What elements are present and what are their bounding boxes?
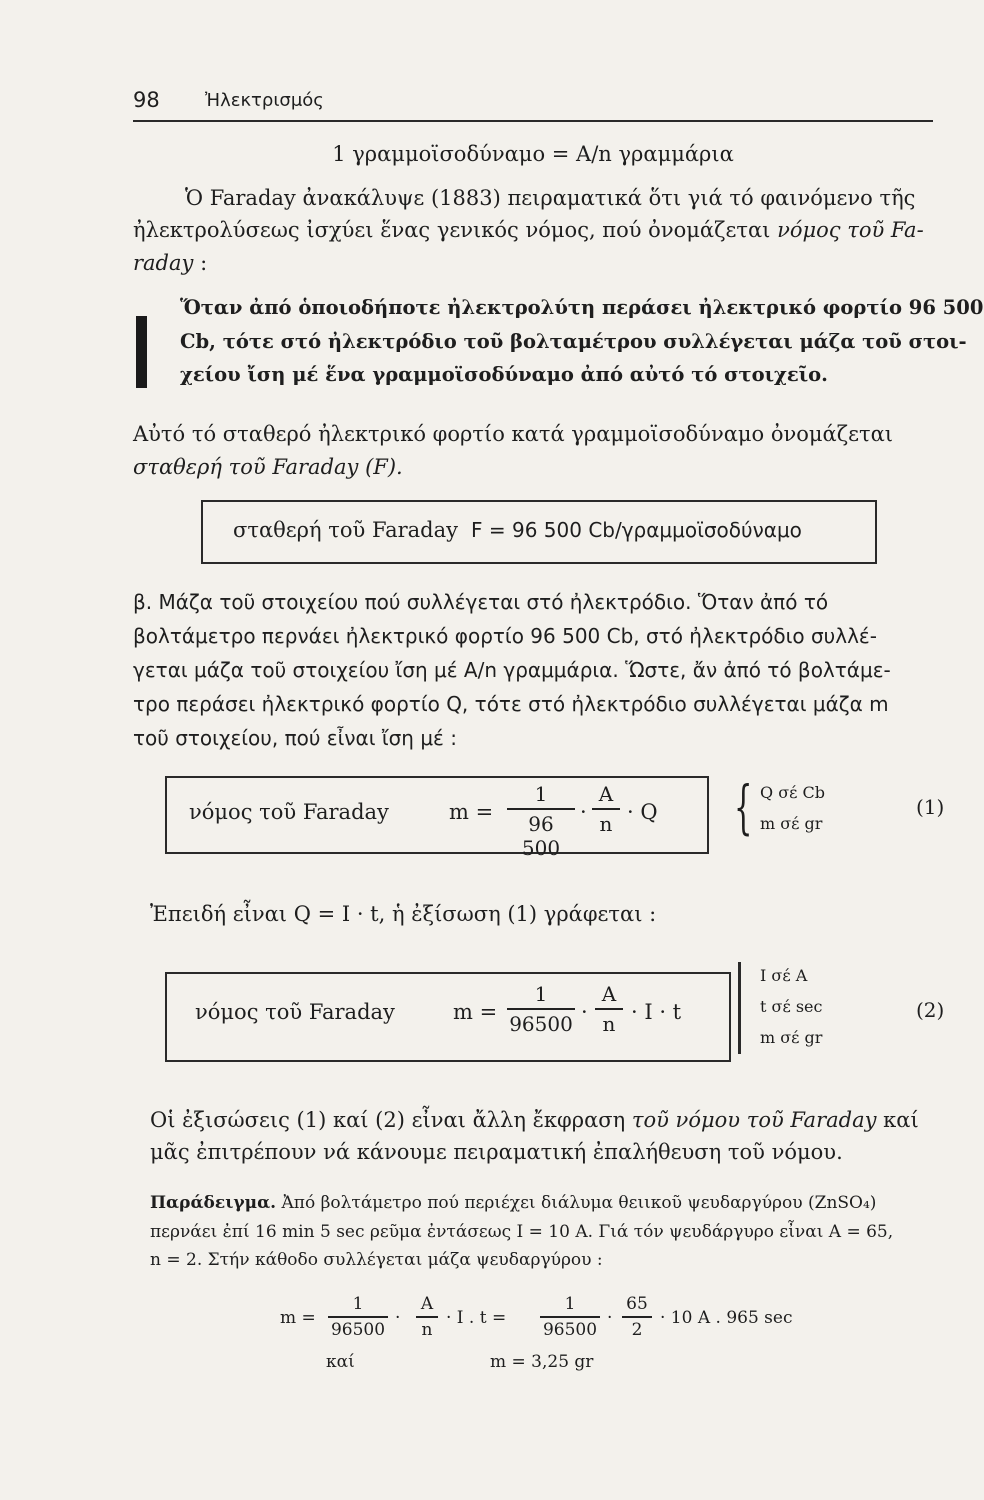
fraction-denominator: n bbox=[602, 1012, 616, 1036]
fraction-numerator: A bbox=[420, 1294, 434, 1314]
intro-equivalence: 1 γραμμοϊσοδύναμο = A/n γραμμάρια bbox=[332, 142, 734, 166]
calc-result: m = 3,25 gr bbox=[490, 1352, 594, 1372]
faraday-paragraph-line-1: Ὁ Faraday ἀνακάλυψε (1883) πειραματικά ὅτι γιά τό φαινόμενο τῆς bbox=[185, 186, 916, 210]
fraction-bar bbox=[416, 1316, 438, 1318]
faraday-paragraph-line-3 bbox=[133, 251, 207, 275]
fraction-bar bbox=[622, 1316, 652, 1318]
law-box-2-lhs: m = bbox=[453, 1000, 498, 1024]
section-b-line-1: β. Μάζα τοῦ στοιχείου πού συλλέγεται στό ἠλεκτρόδιο. Ὅταν ἀπό τό bbox=[133, 590, 829, 614]
brace-icon: { bbox=[734, 773, 753, 841]
conclusion-end: καί bbox=[883, 1108, 919, 1132]
section-b-line-4: τρο περάσει ἠλεκτρικό φορτίο Q, τότε στό ἠλεκτρόδιο συλλέγεται μάζα m bbox=[133, 692, 889, 716]
example-line-3: n = 2. Στήν κάθοδο συλλέγεται μάζα ψευδαργύρου : bbox=[150, 1250, 603, 1270]
unit-2: t σέ sec bbox=[760, 997, 823, 1016]
fraction-denominator: n bbox=[421, 1320, 433, 1340]
example-text: Ἀπό βολτάμετρο πού περιέχει διάλυμα θειικοῦ ψευδαργύρου (ZnSO₄) bbox=[281, 1193, 877, 1213]
header-rule bbox=[133, 120, 933, 122]
faraday-law-box-1 bbox=[165, 776, 709, 860]
fraction-denominator: 96 500 bbox=[521, 812, 561, 860]
calc-and: καί bbox=[326, 1352, 355, 1372]
constant-paragraph-line-2: σταθερή τοῦ Faraday (F). bbox=[133, 455, 403, 479]
conclusion-line-1 bbox=[150, 1108, 919, 1132]
unit-3: m σέ gr bbox=[760, 1028, 823, 1047]
constant-paragraph-line-1: Αὐτό τό σταθερό ἠλεκτρικό φορτίο κατά γραμμοϊσοδύναμο ὀνομάζεται bbox=[133, 422, 894, 446]
page-header bbox=[133, 88, 933, 118]
faraday-paragraph-text: ἠλεκτρολύσεως ἰσχύει ἕνας γενικός νόμος, πού ὀνομάζεται bbox=[133, 218, 771, 242]
constant-box-formula: F = 96 500 Cb/γραμμοϊσοδύναμο bbox=[471, 518, 802, 542]
law-box-1-fraction-2 bbox=[592, 782, 620, 836]
fraction-denominator: 96500 bbox=[542, 1320, 598, 1340]
fraction-denominator: 96500 bbox=[330, 1320, 386, 1340]
multiply-dot: · bbox=[580, 800, 587, 824]
law-statement-line-1: Ὅταν ἀπό ὁποιοδήποτε ἠλεκτρολύτη περάσει ἠλεκτρικό φορτίο 96 500 bbox=[180, 296, 984, 319]
fraction-numerator: 1 bbox=[564, 1294, 576, 1314]
fraction-numerator: A bbox=[598, 782, 614, 806]
fraction-bar bbox=[507, 1008, 575, 1010]
law-box-1-label: νόμος τοῦ Faraday bbox=[189, 800, 389, 824]
example-label: Παράδειγμα. bbox=[150, 1193, 277, 1213]
fraction-numerator: 1 bbox=[352, 1294, 364, 1314]
unit-1: I σέ A bbox=[760, 966, 808, 985]
example-line-1 bbox=[150, 1193, 876, 1213]
law-box-2-fraction-1 bbox=[507, 982, 575, 1036]
law-box-2-tail: · I · t bbox=[631, 1000, 682, 1024]
calc-fraction-2 bbox=[416, 1294, 438, 1340]
law-statement-line-3: χείου ἴση μέ ἕνα γραμμοϊσοδύναμο ἀπό αὐτό τό στοιχεῖο. bbox=[180, 363, 828, 386]
multiply-dot: · bbox=[607, 1308, 613, 1328]
constant-box-label: σταθερή τοῦ Faraday bbox=[233, 518, 459, 542]
equation-number-1: (1) bbox=[916, 795, 945, 819]
equation-number-2: (2) bbox=[916, 998, 945, 1022]
fraction-denominator: 2 bbox=[631, 1320, 643, 1340]
faraday-law-term-end: raday bbox=[133, 251, 194, 275]
fraction-bar bbox=[595, 1008, 623, 1010]
faraday-paragraph-line-2 bbox=[133, 218, 924, 242]
faraday-law-term: νόμος τοῦ Fa- bbox=[777, 218, 924, 242]
page-number: 98 bbox=[133, 88, 160, 112]
fraction-bar bbox=[592, 808, 620, 810]
conclusion-line-2: μᾶς ἐπιτρέπουν νά κάνουμε πειραματική ἐπαλήθευση τοῦ νόμου. bbox=[150, 1140, 843, 1164]
fraction-denominator: 96500 bbox=[509, 1012, 573, 1036]
law-box-1-lhs: m = bbox=[449, 800, 494, 824]
faraday-constant-box bbox=[201, 500, 877, 564]
fraction-numerator: 65 bbox=[626, 1294, 648, 1314]
section-b-line-2: βολτάμετρο περνάει ἠλεκτρικό φορτίο 96 500 Cb, στό ἠλεκτρόδιο συλλέ- bbox=[133, 624, 877, 648]
law-box-2-label: νόμος τοῦ Faraday bbox=[195, 1000, 395, 1024]
unit-2: m σέ gr bbox=[760, 814, 823, 833]
law-statement-line-2: Cb, τότε στό ἠλεκτρόδιο τοῦ βολταμέτρου συλλέγεται μάζα τοῦ στοι- bbox=[180, 330, 967, 353]
colon: : bbox=[193, 251, 208, 275]
law-box-1-fraction-1 bbox=[507, 782, 575, 860]
brace-line-icon bbox=[738, 962, 741, 1054]
calc-fraction-1 bbox=[328, 1294, 388, 1340]
fraction-bar bbox=[540, 1316, 600, 1318]
faraday-law-box-2 bbox=[165, 972, 731, 1062]
calc-tail: · 10 A . 965 sec bbox=[660, 1308, 793, 1328]
section-b-line-3: γεται μάζα τοῦ στοιχείου ἴση μέ A/n γραμμάρια. Ὥστε, ἄν ἀπό τό βολτάμε- bbox=[133, 658, 891, 682]
calc-lhs: m = bbox=[280, 1308, 316, 1328]
calc-fraction-3 bbox=[540, 1294, 600, 1340]
multiply-dot: · bbox=[395, 1308, 401, 1328]
fraction-numerator: A bbox=[601, 982, 617, 1006]
emphasis-bar bbox=[136, 316, 147, 388]
calc-mid: · I . t = bbox=[446, 1308, 507, 1328]
fraction-denominator: n bbox=[599, 812, 613, 836]
section-b-line-5: τοῦ στοιχείου, πού εἶναι ἴση μέ : bbox=[133, 726, 457, 750]
law-box-1-tail: · Q bbox=[627, 800, 658, 824]
fraction-bar bbox=[328, 1316, 388, 1318]
example-line-2: περνάει ἐπί 16 min 5 sec ρεῦμα ἐντάσεως I = 10 A. Γιά τόν ψευδάργυρο εἶναι A = 65, bbox=[150, 1222, 894, 1242]
unit-1: Q σέ Cb bbox=[760, 783, 825, 802]
law-box-2-fraction-2 bbox=[595, 982, 623, 1036]
faraday-law-term: τοῦ νόμου τοῦ Faraday bbox=[631, 1108, 877, 1132]
multiply-dot: · bbox=[581, 1000, 588, 1024]
fraction-numerator: 1 bbox=[534, 982, 548, 1006]
fraction-numerator: 1 bbox=[534, 782, 548, 806]
since-line: Ἐπειδή εἶναι Q = I · t, ἡ ἐξίσωση (1) γράφεται : bbox=[150, 902, 657, 926]
running-title: Ἠλεκτρισμός bbox=[205, 90, 324, 111]
fraction-bar bbox=[507, 808, 575, 810]
calc-fraction-4 bbox=[622, 1294, 652, 1340]
conclusion-text: Οἱ ἐξισώσεις (1) καί (2) εἶναι ἄλλη ἔκφραση bbox=[150, 1108, 626, 1132]
